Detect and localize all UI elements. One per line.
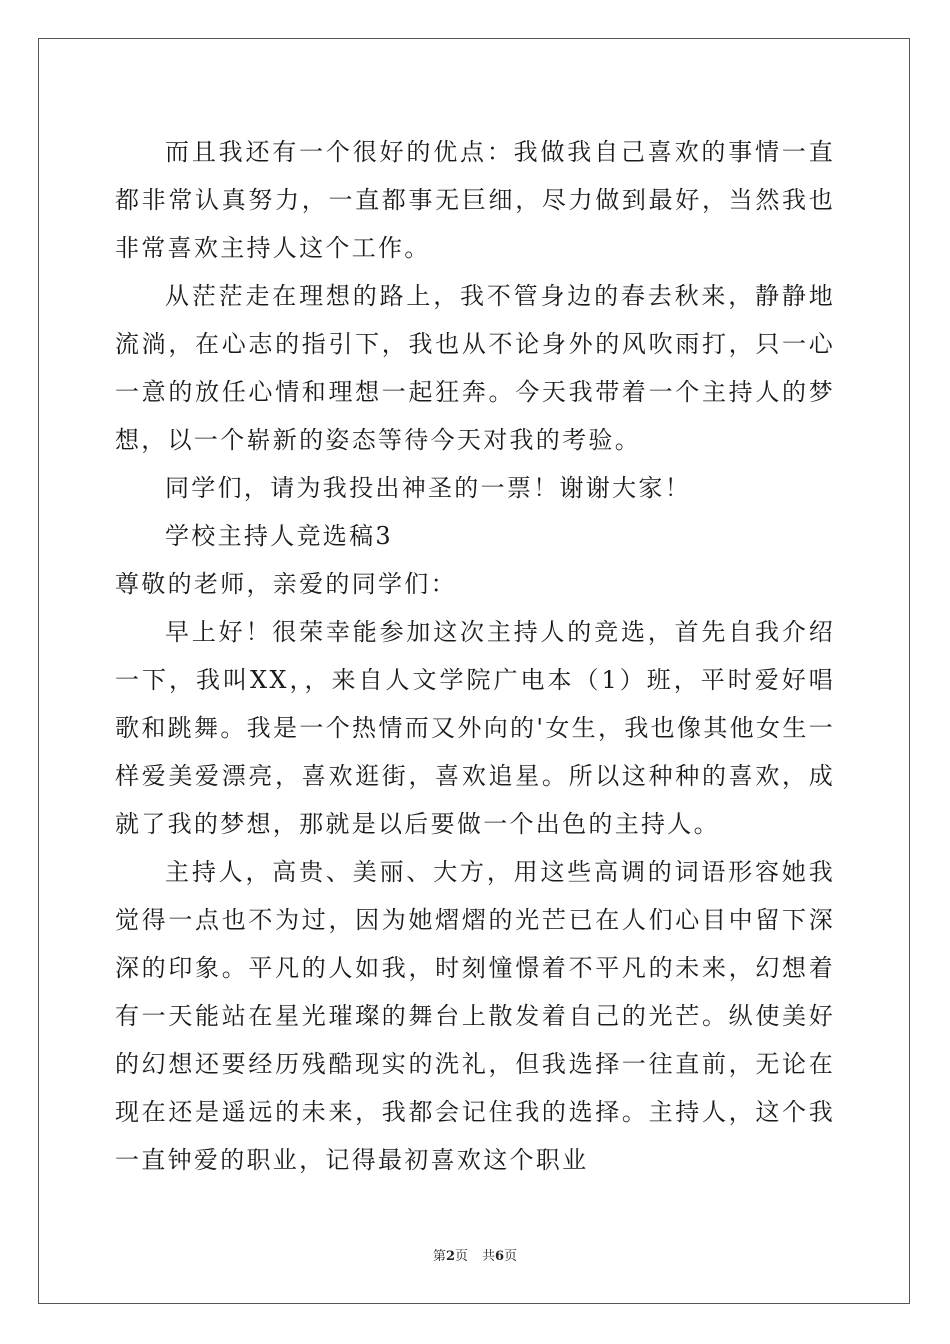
paragraph: 同学们，请为我投出神圣的一票！谢谢大家！ [165, 474, 691, 502]
page-current: 2 [445, 1249, 455, 1264]
total-suffix: 页 [504, 1249, 518, 1264]
salutation: 尊敬的老师，亲爱的同学们： [115, 570, 457, 598]
paragraph: 早上好！很荣幸能参加这次主持人的竞选，首先自我介绍一下，我叫XX，，来自人文学院广电本（1）班，平时爱好唱歌和跳舞。我是一个热情而又外向的'女生，我也像其他女生一样爱美爱漂亮，喜欢逛街，喜欢追星。所以这种种的喜欢，成就了我的梦想，那就是以后要做一个出色的主持人。 [115, 618, 835, 838]
paragraph: 而且我还有一个很好的优点：我做我自己喜欢的事情一直都非常认真努力，一直都事无巨细，尽力做到最好，当然我也非常喜欢主持人这个工作。 [115, 138, 835, 262]
page-total: 6 [495, 1249, 505, 1264]
paragraph: 主持人，高贵、美丽、大方，用这些高调的词语形容她我觉得一点也不为过，因为她熠熠的光芒已在人们心目中留下深深的印象。平凡的人如我，时刻憧憬着不平凡的未来，幻想着有一天能站在星光璀璨的舞台上散发着自己的光芒。纵使美好的幻想还要经历残酷现实的洗礼，但我选择一往直前，无论在现在还是遥远的未来，我都会记住我的选择。主持人，这个我一直钟爱的职业，记得最初喜欢这个职业 [115, 858, 835, 1174]
document-body [115, 128, 835, 1184]
section-title: 学校主持人竞选稿3 [165, 522, 393, 550]
paragraph: 从茫茫走在理想的路上，我不管身边的春去秋来，静静地流淌，在心志的指引下，我也从不论身外的风吹雨打，只一心一意的放任心情和理想一起狂奔。今天我带着一个主持人的梦想，以一个崭新的姿态等待今天对我的考验。 [115, 282, 835, 454]
page-suffix: 页 [454, 1249, 468, 1264]
total-prefix: 共 [482, 1249, 496, 1264]
page-footer [0, 1248, 950, 1266]
page-prefix: 第 [432, 1249, 446, 1264]
